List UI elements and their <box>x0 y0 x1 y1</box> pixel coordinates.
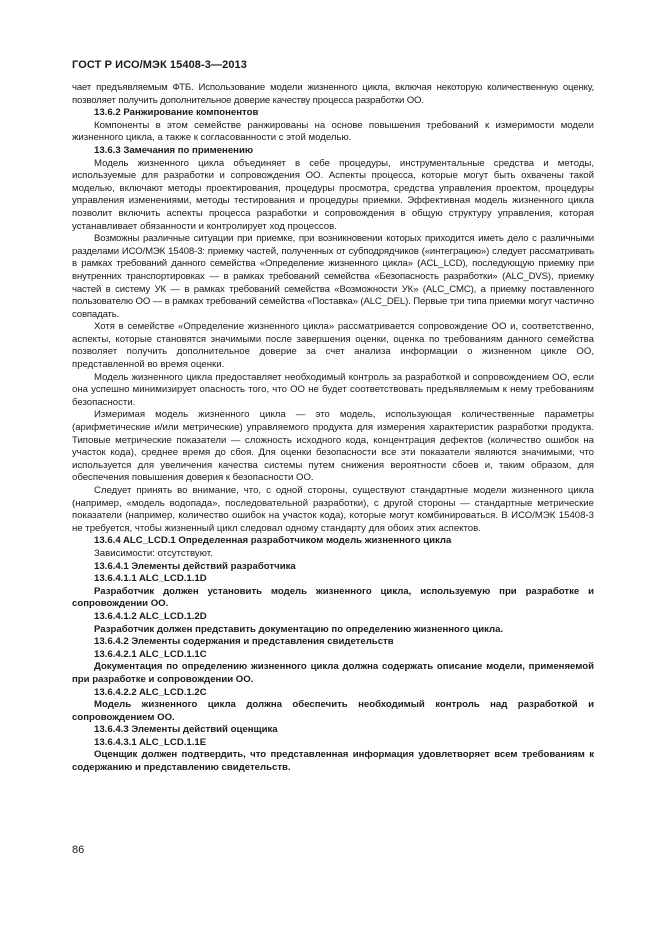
paragraph-ranking: Компоненты в этом семействе ранжированы на основе повышения требований к измеримости модели жизненного цикла, а также к согласованности с этой моделью. <box>72 119 594 144</box>
requirement-1c: Документация по определению жизненного цикла должна содержать описание модели, применяемой при разработке и сопровождении ОО. <box>72 661 594 685</box>
section-heading-13-6-3: 13.6.3 Замечания по применению <box>94 144 254 156</box>
section-heading-13-6-4-2-2: 13.6.4.2.2 ALC_LCD.1.2C <box>94 686 207 698</box>
paragraph-lifecycle-model: Модель жизненного цикла объединяет в себе процедуры, инструментальные средства и методы, используемые для разработки и сопровождения ОО. Аспекты процесса, которые могут быть охвачены такой моделью, включают методы проектирования, процедуры просмотра, средства управления проектом, процедуры управления изменениями, методы тестирования и процедуры приемки. Эффективная модель жизненного цикла позволит включить аспекты процесса разработки и сопровождения в общую структуру управления, которая устанавливает обязанности и контролирует ход процессов. <box>72 157 594 232</box>
section-heading-13-6-4-2: 13.6.4.2 Элементы содержания и представления свидетельств <box>94 636 394 648</box>
section-heading-13-6-4-2-1: 13.6.4.2.1 ALC_LCD.1.1C <box>94 648 207 660</box>
section-heading-13-6-4-1: 13.6.4.1 Элементы действий разработчика <box>94 560 296 572</box>
paragraph-standards: Следует принять во внимание, что, с одной стороны, существуют стандартные модели жизненного цикла (например, «модель водопада», последовательной разработки), с другой стороны — стандартные метрические показатели (например, количество ошибок на участок кода), которые могут комбинироваться. В ИСО/МЭК 15408-3 не требуется, чтобы жизненный цикл следовал одному стандарту для обоих этих аспектов. <box>72 485 594 534</box>
section-heading-13-6-4-3: 13.6.4.3 Элементы действий оценщика <box>94 724 278 736</box>
paragraph-measurable-model: Измеримая модель жизненного цикла — это модель, использующая количественные параметры (арифметические и/или метрические) управляемого продукта для измерения характеристик разработки продукта. Типовые метрические показатели — сложность исходного кода, концентрация дефектов (количество ошибок на участок кода), среднее время до сбоя. Для оценки безопасности все эти показатели являются значимыми, что используется для увеличения качества системы путем снижения вероятности сбоев и, таким образом, для обеспечения повышения доверия к безопасности ОО. <box>72 409 594 484</box>
page-body <box>72 82 594 775</box>
document-header: ГОСТ Р ИСО/МЭК 15408-3—2013 <box>72 59 247 71</box>
paragraph-continuation: чает предъявляемым ФТБ. Использование модели жизненного цикла, включая некоторую количественную оценку, позволяет получить дополнительное доверие качеству процесса разработки ОО. <box>72 82 594 106</box>
section-heading-13-6-2: 13.6.2 Ранжирование компонентов <box>94 107 259 119</box>
requirement-1d: Разработчик должен установить модель жизненного цикла, используемую при разработке и сопровождении ОО. <box>72 585 594 610</box>
requirement-2c: Модель жизненного цикла должна обеспечить необходимый контроль над разработкой и сопровождением ОО. <box>72 699 594 723</box>
section-heading-13-6-4-3-1: 13.6.4.3.1 ALC_LCD.1.1E <box>94 736 207 748</box>
section-heading-13-6-4-1-1: 13.6.4.1.1 ALC_LCD.1.1D <box>94 573 207 585</box>
requirement-1e: Оценщик должен подтвердить, что представленная информация удовлетворяет всем требованиям к содержанию и представлению свидетельств. <box>72 749 594 774</box>
dependencies-text: Зависимости: отсутствуют. <box>94 547 213 559</box>
paragraph-control: Модель жизненного цикла предоставляет необходимый контроль за разработкой и сопровождением ОО, если она успешно минимизирует опасность того, что ОО не будет соответствовать предъявляемым к нему требованиям безопасности. <box>72 371 594 408</box>
page-number: 86 <box>72 844 85 856</box>
requirement-2d: Разработчик должен представить документацию по определению жизненного цикла. <box>94 623 504 635</box>
paragraph-maintenance: Хотя в семействе «Определение жизненного цикла» рассматривается сопровождение ОО и, соответственно, аспекты, которые становятся значимыми после завершения оценки, оценка по требованиям данного семейства позволяет получить дополнительное доверие за счет анализа информации о жизненном цикле ОО, представленной во время оценки. <box>72 321 594 371</box>
paragraph-acceptance: Возможны различные ситуации при приемке, при возникновении которых приходится иметь дело с различными разделами ИСО/МЭК 15408-3: приемку частей, полученных от субподрядчиков («интеграцию») следует рассматривать в рамках требований данного семейства «Определение жизненного цикла» (ACL_LCD), последующую приемку при внутренних транспортировках — в рамках требований семейства «Безопасность разработки» (ALC_DVS), приемку частей в систему УК — в рамках требований семейства «Возможности УК» (ALC_CMC), а приемку поставленного пользователю ОО — в рамках требований семейства «Поставка» (ALC_DEL). Первые три типа приемки могут частично совпадать. <box>72 233 594 320</box>
section-heading-13-6-4: 13.6.4 ALC_LCD.1 Определенная разработчиком модель жизненного цикла <box>94 535 452 547</box>
section-heading-13-6-4-1-2: 13.6.4.1.2 ALC_LCD.1.2D <box>94 610 207 622</box>
